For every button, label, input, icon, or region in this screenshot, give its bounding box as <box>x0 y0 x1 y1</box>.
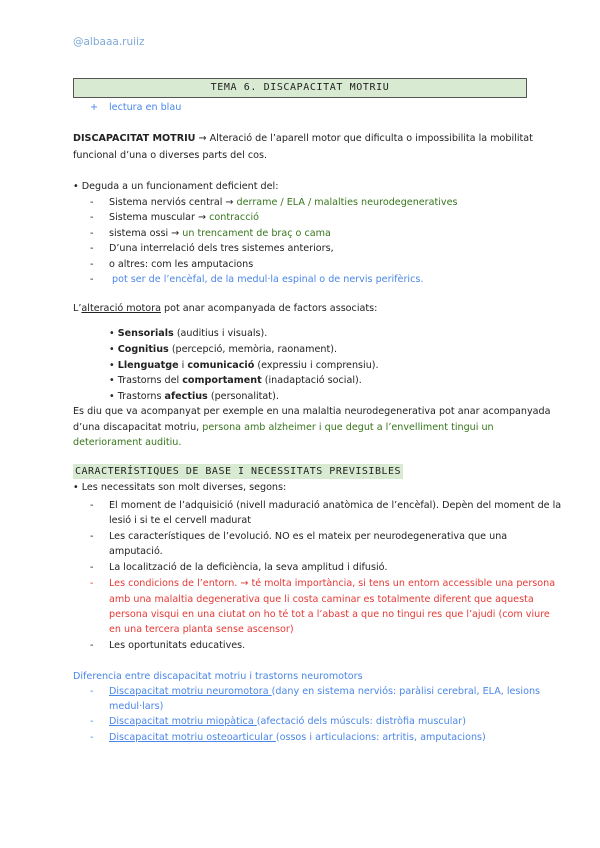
causes-intro: • Deguda a un funcionament deficient del: <box>73 181 279 192</box>
dash-bullet: - <box>90 686 94 697</box>
dash-bullet: - <box>90 228 94 239</box>
dash-bullet: - <box>90 716 94 727</box>
cause-item: pot ser de l’encèfal, de la medul·la espinal o de nervis perifèrics. <box>112 274 424 285</box>
needs-item: La localització de la deficiència, la seva amplitud i difusió. <box>109 562 388 573</box>
dash-bullet: - <box>90 732 94 743</box>
dash-bullet: - <box>90 259 94 270</box>
assoc-item: • Cognitius (percepció, memòria, raonament). <box>109 344 338 355</box>
reading-note: lectura en blau <box>109 102 182 113</box>
dash-bullet: - <box>90 531 94 542</box>
paragraph-line-3: deteriorament auditiu. <box>73 437 182 448</box>
dash-bullet: - <box>90 274 94 285</box>
cause-item: sistema ossi → un trencament de braç o cama <box>109 228 331 239</box>
dash-bullet: - <box>90 243 94 254</box>
needs-intro: • Les necessitats son molt diverses, segons: <box>73 482 287 493</box>
dash-bullet: - <box>90 640 94 651</box>
needs-item: Les condicions de l’entorn. → té molta importància, si tens un entorn accessible una persona <box>109 578 556 589</box>
assoc-item: • Trastorns del comportament (inadaptació social). <box>109 375 362 386</box>
dash-bullet: - <box>90 562 94 573</box>
definition-line-1 <box>73 133 533 144</box>
definition-term: DISCAPACITAT MOTRIU <box>73 133 196 144</box>
dash-bullet: - <box>90 578 94 589</box>
cause-item: o altres: com les amputacions <box>109 259 254 270</box>
diff-item: Discapacitat motriu osteoarticular (ossos i articulacions: artritis, amputacions) <box>109 732 486 743</box>
paragraph-line-1: Es diu que va acompanyat per exemple en una malaltia neurodegenerativa pot anar acompanyada <box>73 406 551 417</box>
assoc-intro: L’alteració motora pot anar acompanyada de factors associats: <box>73 303 378 314</box>
needs-item: Les oportunitats educatives. <box>109 640 246 651</box>
needs-item-cont: amb una malaltia degenerativa que li costa caminar es totalmente diferent que aquesta <box>109 594 534 605</box>
diff-item: Discapacitat motriu miopàtica (afectació dels músculs: distròfia muscular) <box>109 716 466 727</box>
diff-item-cont: medul·lars) <box>109 701 164 712</box>
needs-item-cont: lesió i si te el cervell madurat <box>109 515 251 526</box>
needs-item-cont: persona visqui en una ciutat on ho té tot a l’abast a que no tingui res que l’ajudi (com viure <box>109 609 550 620</box>
diff-item: Discapacitat motriu neuromotora (dany en sistema nerviós: paràlisi cerebral, ELA, lesions <box>109 686 541 697</box>
cause-item: Sistema muscular → contracció <box>109 212 260 223</box>
page-title: TEMA 6. DISCAPACITAT MOTRIU <box>73 78 527 98</box>
needs-item-cont: en una tercera planta sense ascensor) <box>109 624 294 635</box>
dash-bullet: - <box>90 500 94 511</box>
paragraph-line-2: d’una discapacitat motriu, persona amb alzheimer i que degut a l’envelliment tingui un <box>73 422 494 433</box>
definition-line-2: funcional d’una o diverses parts del cos. <box>73 150 268 161</box>
needs-item-cont: amputació. <box>109 546 163 557</box>
assoc-item: • Trastorns afectius (personalitat). <box>109 391 279 402</box>
dash-bullet: - <box>90 197 94 208</box>
needs-item: Les característiques de l’evolució. NO es el mateix per neurodegenerativa que una <box>109 531 508 542</box>
diff-intro: Diferencia entre discapacitat motriu i trastorns neuromotors <box>73 671 363 682</box>
section-heading: CARACTERÍSTIQUES DE BASE I NECESSITATS PREVISIBLES <box>75 466 402 477</box>
definition-text: → Alteració de l’aparell motor que dificulta o impossibilita la mobilitat <box>198 133 533 144</box>
assoc-item: • Llenguatge i comunicació (expressiu i comprensiu). <box>109 360 379 371</box>
plus-bullet-icon: + <box>90 102 99 113</box>
cause-item: D’una interrelació dels tres sistemes anteriors, <box>109 243 334 254</box>
cause-item: Sistema nerviós central → derrame / ELA / malalties neurodegeneratives <box>109 197 458 208</box>
author-handle: @albaaa.ruiiz <box>73 36 145 48</box>
dash-bullet: - <box>90 212 94 223</box>
needs-item: El moment de l’adquisició (nivell maduració anatòmica de l’encèfal). Depèn del moment de la <box>109 500 562 511</box>
assoc-item: • Sensorials (auditius i visuals). <box>109 328 268 339</box>
